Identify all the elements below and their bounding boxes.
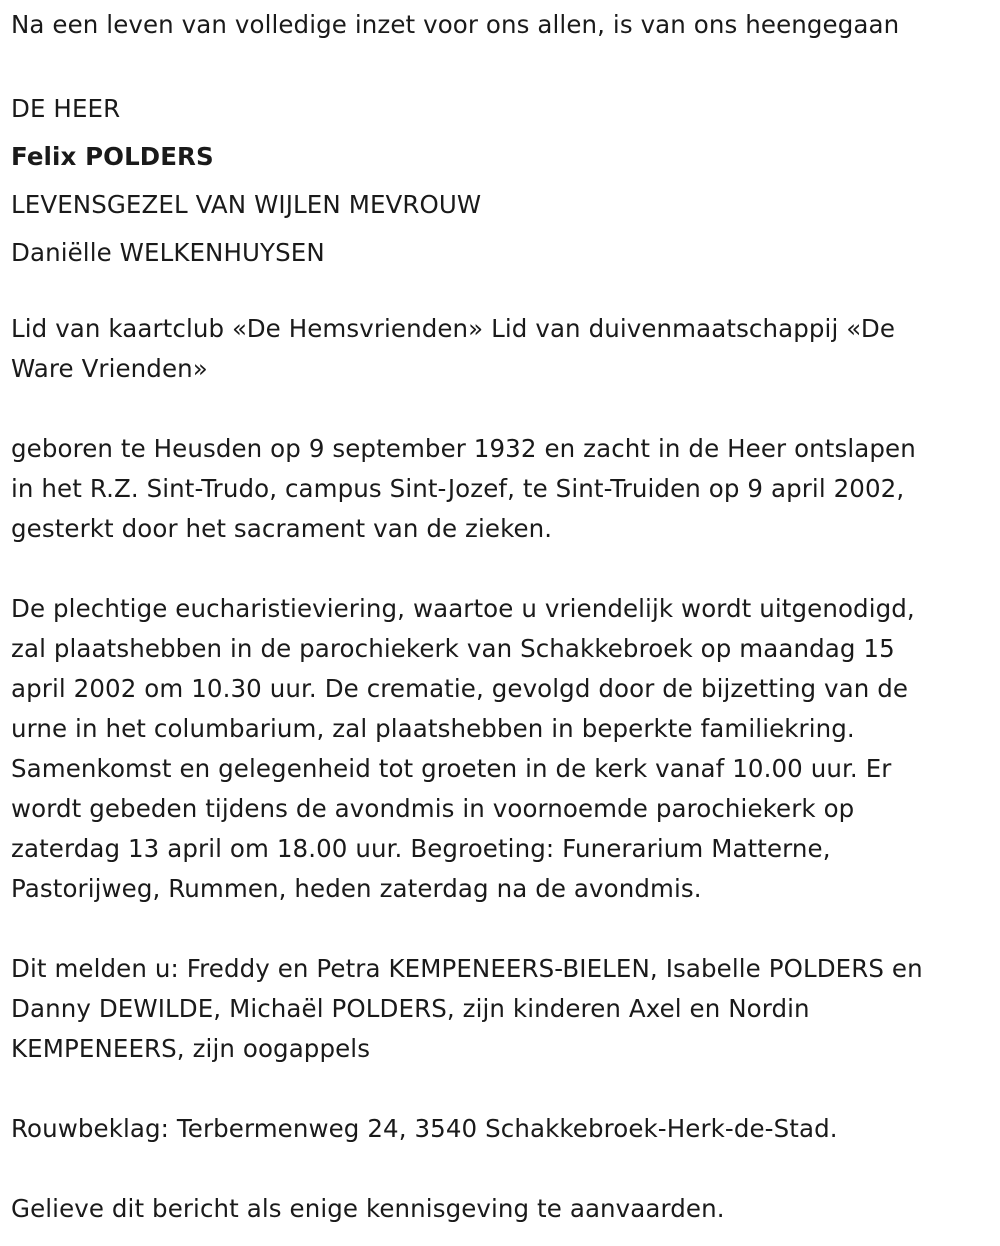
paragraph-line: zaterdag 13 april om 18.00 uur. Begroeting: Funerarium Matterne, (11, 834, 831, 863)
family-paragraph (11, 949, 995, 1069)
deceased-name: Felix POLDERS (11, 142, 214, 171)
paragraph-line: in het R.Z. Sint-Trudo, campus Sint-Jozef, te Sint-Truiden op 9 april 2002, (11, 474, 905, 503)
partner-name: Daniëlle WELKENHUYSEN (11, 238, 325, 267)
paragraph-line: Samenkomst en gelegenheid tot groeten in de kerk vanaf 10.00 uur. Er (11, 754, 892, 783)
paragraph-line: De plechtige eucharistieviering, waartoe u vriendelijk wordt uitgenodigd, (11, 594, 915, 623)
paragraph-line: Danny DEWILDE, Michaël POLDERS, zijn kinderen Axel en Nordin (11, 994, 810, 1023)
deceased-block (11, 85, 995, 277)
paragraph-line: urne in het columbarium, zal plaatshebben in beperkte familiekring. (11, 714, 855, 743)
obituary-notice (11, 0, 995, 1229)
paragraph-line: zal plaatshebben in de parochiekerk van Schakkebroek op maandag 15 (11, 634, 895, 663)
paragraph-line: gesterkt door het sacrament van de zieken. (11, 514, 553, 543)
ceremony-paragraph (11, 589, 995, 909)
paragraph-line: Dit melden u: Freddy en Petra KEMPENEERS-BIELEN, Isabelle POLDERS en (11, 954, 923, 983)
paragraph-line: april 2002 om 10.30 uur. De crematie, gevolgd door de bijzetting van de (11, 674, 909, 703)
birth-death-paragraph (11, 429, 995, 549)
condolence-paragraph (11, 1109, 995, 1149)
closing-paragraph (11, 1189, 995, 1229)
paragraph-line: Ware Vrienden» (11, 354, 208, 383)
salutation: DE HEER (11, 94, 121, 123)
intro-text: Na een leven van volledige inzet voor ons allen, is van ons heengegaan (11, 10, 900, 39)
relation-text: LEVENSGEZEL VAN WIJLEN MEVROUW (11, 190, 482, 219)
paragraph-line: Lid van kaartclub «De Hemsvrienden» Lid van duivenmaatschappij «De (11, 314, 896, 343)
paragraph-line: geboren te Heusden op 9 september 1932 en zacht in de Heer ontslapen (11, 434, 916, 463)
paragraph-line: KEMPENEERS, zijn oogappels (11, 1034, 371, 1063)
closing-text: Gelieve dit bericht als enige kennisgeving te aanvaarden. (11, 1194, 725, 1223)
condolence-address: Rouwbeklag: Terbermenweg 24, 3540 Schakkebroek-Herk-de-Stad. (11, 1114, 838, 1143)
paragraph-line: wordt gebeden tijdens de avondmis in voornoemde parochiekerk op (11, 794, 855, 823)
memberships-paragraph (11, 309, 995, 389)
paragraph-line: Pastorijweg, Rummen, heden zaterdag na de avondmis. (11, 874, 702, 903)
